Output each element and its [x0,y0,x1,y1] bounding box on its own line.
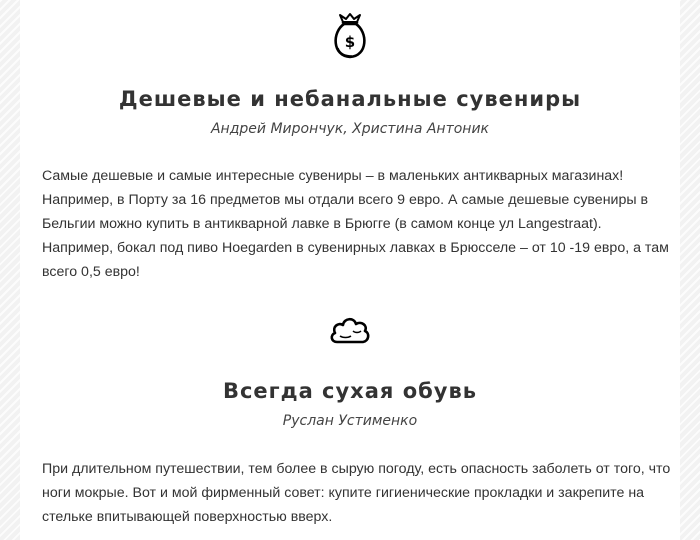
article-text: Самые дешевые и самые интересные сувениры – в маленьких антикварных магазинах! Например, в Порту за 16 предметов мы отдали всего 9 евро. А самые дешевые сувениры в Бельгии можно купить в антикварной лавке в Брюгге (в самом конце ул Langestraat). Например, бокал под пиво Hoegarden в сувенирных лавках в Брюсселе – от 10 -19 евро, а там всего 0,5 евро! [42,168,669,280]
article-column [20,0,680,540]
money-bag-icon [20,12,680,64]
article-text: При длительном путешествии, тем более в сырую погоду, есть опасность заболеть от того, что ноги мокрые. Вот и мой фирменный совет: купите гигиенические прокладки и закрепите на стельке впитывающей поверхностью вверх. [42,461,671,525]
article-title: Всегда сухая обувь [222,379,478,403]
article-author: Руслан Устименко [282,413,418,429]
cloud-icon [20,311,680,351]
article-title: Дешевые и небанальные сувениры [118,87,582,111]
article-author: Андрей Мирончук, Христина Антоник [210,121,490,137]
svg-text:$: $ [344,33,356,51]
